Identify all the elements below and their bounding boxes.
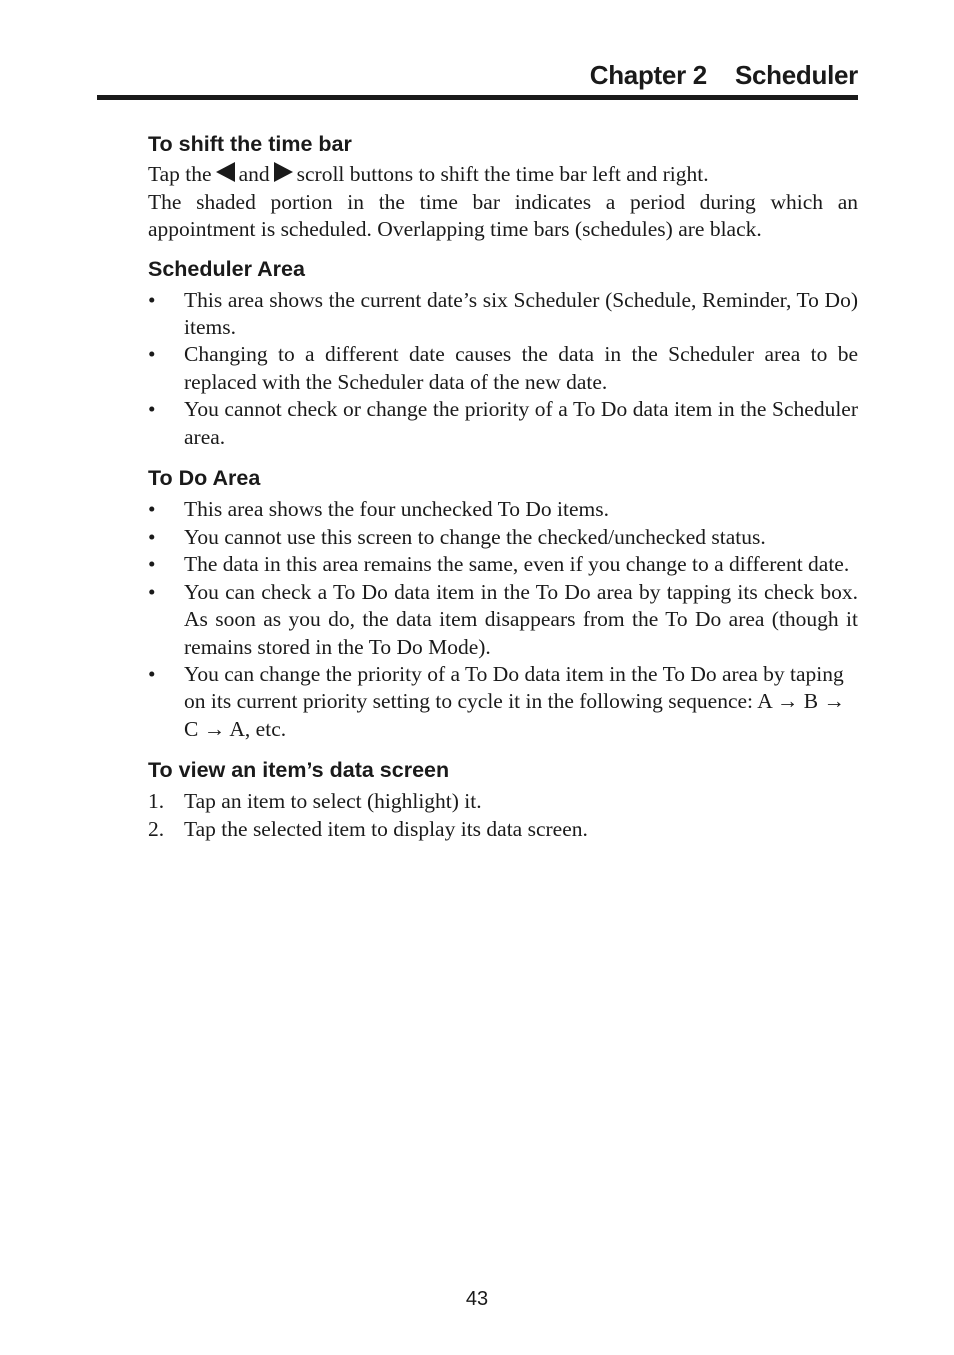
view-item-steps	[148, 788, 858, 843]
left-triangle-icon	[216, 162, 235, 182]
bullet-marker: •	[148, 552, 156, 577]
list-item: • You cannot use this screen to change the checked/unchecked status.	[148, 524, 858, 551]
page-content	[148, 130, 858, 844]
shift-text-b: and	[238, 162, 270, 186]
bullet-marker: •	[148, 497, 156, 522]
bullet-marker: •	[148, 342, 156, 367]
list-item: • You cannot check or change the priority of a To Do data item in the Scheduler area.	[148, 397, 858, 449]
shift-text-a: Tap the	[148, 162, 212, 186]
list-item: 2. Tap the selected item to display its data screen.	[148, 816, 858, 843]
list-item: • Changing to a different date causes the data in the Scheduler area to be replaced with the Scheduler data of the new date.	[148, 342, 858, 394]
bullet-marker: •	[148, 579, 156, 604]
step-number: 1.	[148, 789, 165, 814]
shift-instruction	[148, 161, 858, 189]
chapter-header	[590, 60, 858, 91]
list-item: 1. Tap an item to select (highlight) it.	[148, 788, 858, 815]
list-item: • This area shows the current date’s six Scheduler (Schedule, Reminder, To Do) items.	[148, 287, 858, 339]
heading-view-item: To view an item’s data screen	[148, 758, 450, 783]
shift-text-c: scroll buttons to shift the time bar left and right.	[296, 162, 709, 186]
shift-description: The shaded portion in the time bar indicates a period during which an appointment is scheduled. Overlapping time bars (schedules) are black.	[148, 189, 858, 241]
list-item: • You can change the priority of a To Do data item in the To Do area by taping on its current priority setting to cycle it in the following sequence: A → B → C → A, etc.	[148, 662, 846, 741]
chapter-label: Chapter 2	[589, 60, 707, 90]
list-item: • This area shows the four unchecked To Do items.	[148, 496, 858, 523]
bullet-marker: •	[148, 397, 156, 422]
heading-scheduler-area: Scheduler Area	[148, 256, 305, 281]
heading-shift-time-bar: To shift the time bar	[148, 132, 352, 156]
list-item: • You can check a To Do data item in the To Do area by tapping its check box. As soon as you do, the data item disappears from the To Do area (though it remains stored in the To Do Mode).	[148, 579, 858, 659]
step-number: 2.	[148, 816, 165, 841]
bullet-marker: •	[148, 524, 156, 549]
header-rule	[97, 95, 858, 100]
right-triangle-icon	[274, 162, 293, 182]
page-number: 43	[465, 1288, 489, 1310]
bullet-marker: •	[148, 287, 156, 312]
todo-area-list	[148, 496, 858, 743]
heading-todo-area: To Do Area	[148, 466, 261, 491]
list-item: • The data in this area remains the same, even if you change to a different date.	[148, 551, 858, 578]
bullet-marker: •	[148, 662, 156, 687]
scheduler-area-list	[148, 287, 858, 451]
chapter-title: Scheduler	[734, 60, 858, 90]
